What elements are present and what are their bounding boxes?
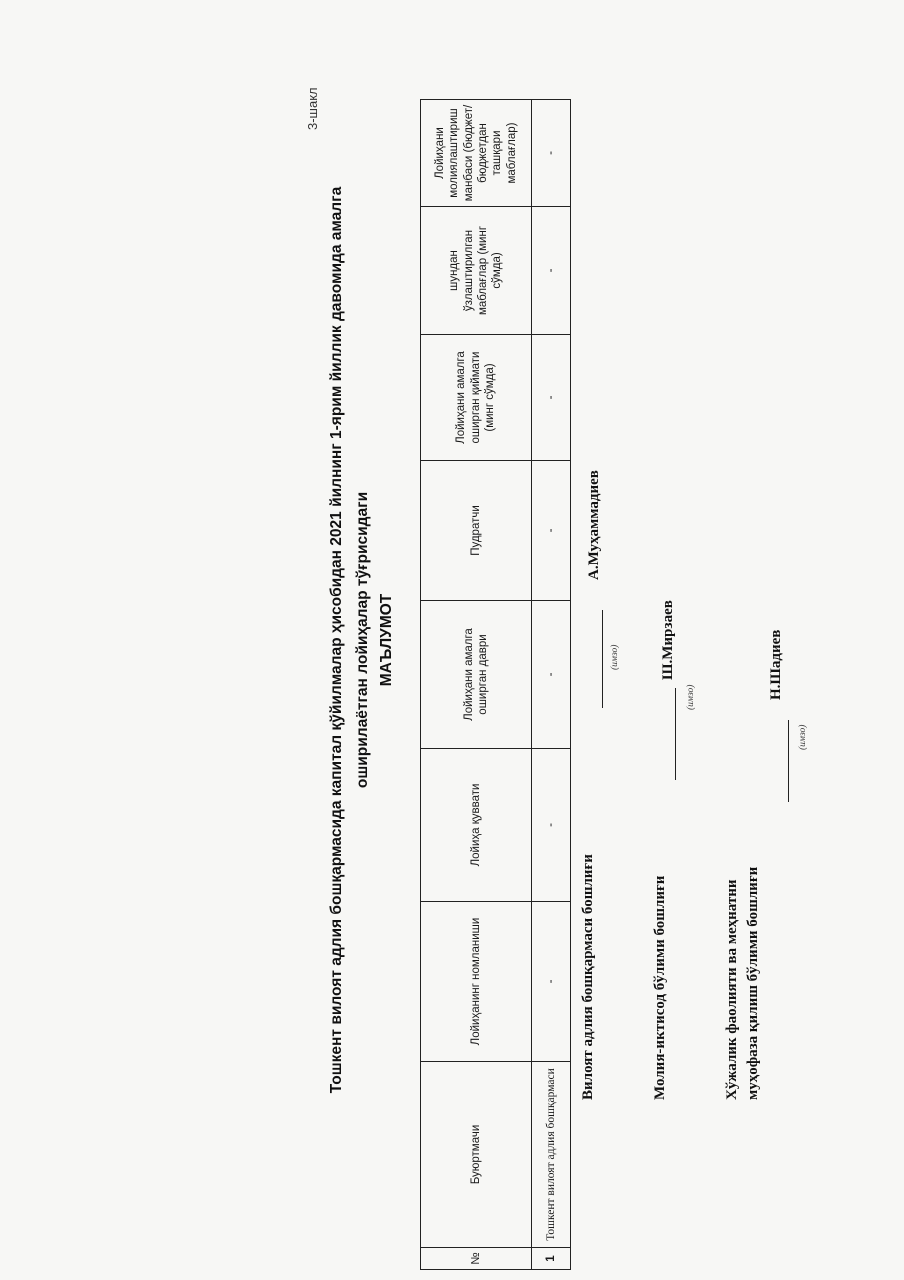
signature-line bbox=[675, 688, 676, 780]
document-title-line-3: МАЪЛУМОТ bbox=[378, 593, 395, 687]
signature-title-finance-head: Молия-иктисод бўлими бошлиғи bbox=[652, 875, 668, 1100]
signature-line bbox=[602, 610, 603, 708]
row-project-capacity: - bbox=[532, 749, 571, 902]
row-number: 1 bbox=[532, 1248, 571, 1270]
signature-title-household-head-line-1: Хўжалик фаолияти ва меҳнатни bbox=[724, 879, 740, 1100]
header-funding-source: Лойиҳани молиялаштириш манбаси (бюджет/бюджетдан ташқари маблағлар) bbox=[421, 100, 532, 207]
header-project-name: Лойиҳанинг номланиши bbox=[421, 902, 532, 1062]
header-project-capacity: Лойиҳа қуввати bbox=[421, 749, 532, 902]
table-header-row bbox=[421, 100, 532, 1270]
row-spent-funds: - bbox=[532, 207, 571, 335]
signature-caption: (имзо) bbox=[686, 684, 696, 710]
signature-caption: (имзо) bbox=[610, 644, 620, 670]
row-project-name: - bbox=[532, 902, 571, 1062]
signature-line bbox=[788, 720, 789, 802]
signature-title-region-head: Вилоят адлия бошқармаси бошлиғи bbox=[580, 854, 596, 1100]
row-project-cost: - bbox=[532, 335, 571, 461]
row-customer: Тошкент вилоят адлия бошқармаси bbox=[532, 1062, 571, 1248]
header-contractor: Пудратчи bbox=[421, 461, 532, 601]
header-customer: Буюртмачи bbox=[421, 1062, 532, 1248]
document-title-line-2: оширилаётган лойиҳалар тўғрисидаги bbox=[354, 491, 371, 789]
signature-name-household-head: Н.Шадиев bbox=[768, 629, 784, 700]
projects-table bbox=[420, 99, 571, 1270]
row-project-period: - bbox=[532, 601, 571, 749]
header-project-cost: Лойиҳани амалга оширган қиймати (минг сўмда) bbox=[421, 335, 532, 461]
header-project-period: Лойиҳани амалга оширган даври bbox=[421, 601, 532, 749]
signature-caption: (имзо) bbox=[798, 724, 808, 750]
signature-title-household-head-line-2: муҳофаза қилиш бўлими бошлиғи bbox=[745, 866, 761, 1100]
header-spent-funds: шундан ўзлаштирилган маблағлар (минг сўмда) bbox=[421, 207, 532, 335]
form-number: 3-шакл bbox=[305, 87, 320, 130]
row-contractor: - bbox=[532, 461, 571, 601]
table-row bbox=[532, 100, 571, 1270]
signature-name-region-head: А.Муҳаммадиев bbox=[586, 470, 602, 580]
header-number: № bbox=[421, 1248, 532, 1270]
row-funding-source: - bbox=[532, 100, 571, 207]
document-title-line-1: Тошкент вилоят адлия бошқармасида капитал қўйилмалар ҳисобидан 2021 йилнинг 1-ярим йиллик давомида амалга bbox=[328, 186, 345, 1094]
signature-name-finance-head: Ш.Мирзаев bbox=[660, 600, 676, 680]
